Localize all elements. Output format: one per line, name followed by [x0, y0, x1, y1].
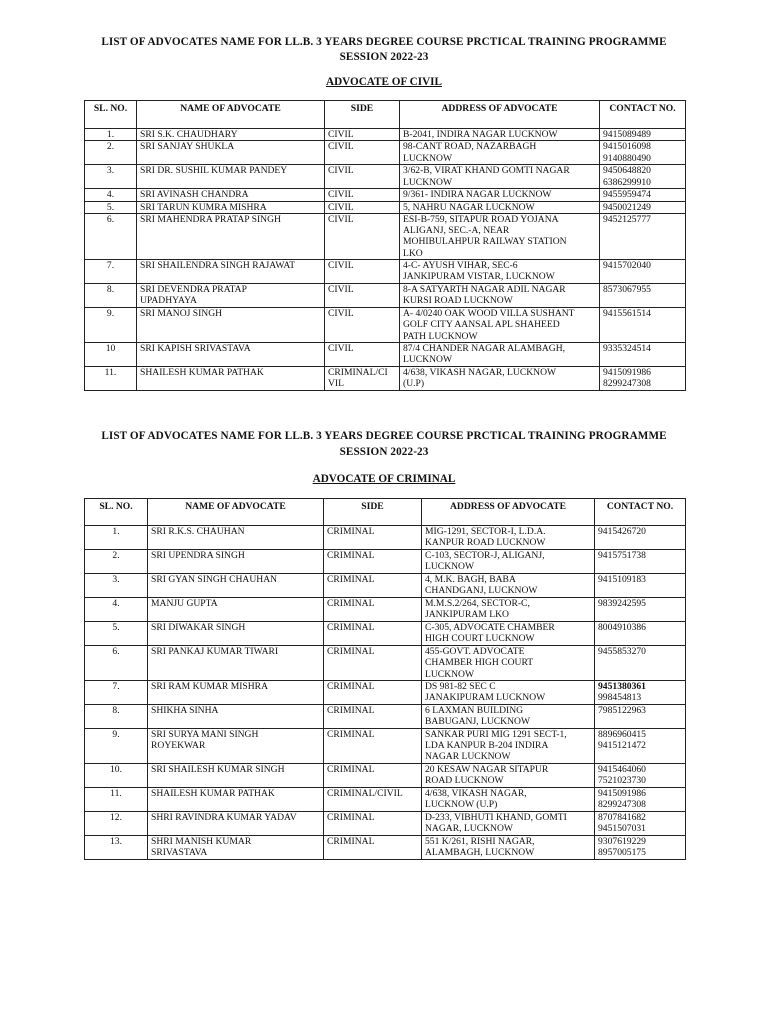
cell-sl-no: 9. [85, 308, 137, 343]
cell-advocate-name: SRI UPENDRA SINGH [148, 550, 324, 574]
cell-advocate-name: SHAILESH KUMAR PATHAK [137, 367, 325, 391]
section2-title: LIST OF ADVOCATES NAME FOR LL.B. 3 YEARS DEGREE COURSE PRCTICAL TRAINING PROGRAMME [101, 430, 667, 442]
cell-advocate-name: SRI S.K. CHAUDHARY [137, 129, 325, 141]
cell-advocate-name: SRI KAPISH SRIVASTAVA [137, 343, 325, 367]
table-row [85, 129, 686, 141]
cell-address: 87/4 CHANDER NAGAR ALAMBAGH, LUCKNOW [400, 343, 600, 367]
cell-sl-no: 8. [85, 704, 148, 728]
table-row [85, 704, 686, 728]
cell-address: C-103, SECTOR-J, ALIGANJ, LUCKNOW [422, 550, 595, 574]
cell-address: DS 981-82 SEC C JANAKIPURAM LUCKNOW [422, 680, 595, 704]
cell-advocate-name: SRI RAM KUMAR MISHRA [148, 680, 324, 704]
cell-sl-no: 3. [85, 165, 137, 189]
table-row [85, 367, 686, 391]
table-row [85, 201, 686, 213]
cell-address: A- 4/0240 OAK WOOD VILLA SUSHANT GOLF CITY AANSAL APL SHAHEED PATH LUCKNOW [400, 308, 600, 343]
table-row [85, 574, 686, 598]
cell-sl-no: 1. [85, 526, 148, 550]
cell-contact: 9335324514 [600, 343, 686, 367]
cell-contact: 9455853270 [595, 646, 686, 681]
cell-sl-no: 3. [85, 574, 148, 598]
cell-side: CIVIL [325, 201, 400, 213]
cell-address: 9/361- INDIRA NAGAR LUCKNOW [400, 189, 600, 201]
cell-address: 5, NAHRU NAGAR LUCKNOW [400, 201, 600, 213]
cell-advocate-name: SHRI MANISH KUMAR SRIVASTAVA [148, 835, 324, 859]
cell-side: CRIMINAL [324, 550, 422, 574]
header-address: ADDRESS OF ADVOCATE [422, 499, 595, 526]
cell-side: CRIMINAL [324, 704, 422, 728]
table-row [85, 835, 686, 859]
cell-address: 20 KESAW NAGAR SITAPUR ROAD LUCKNOW [422, 763, 595, 787]
cell-sl-no: 10 [85, 343, 137, 367]
section2-session: SESSION 2022-23 [339, 446, 429, 458]
header-name: NAME OF ADVOCATE [137, 101, 325, 129]
cell-side: CIVIL [325, 141, 400, 165]
cell-contact: 8573067955 [600, 284, 686, 308]
criminal-advocates-table [84, 498, 686, 860]
cell-advocate-name: SRI GYAN SINGH CHAUHAN [148, 574, 324, 598]
cell-address: SANKAR PURI MIG 1291 SECT-1, LDA KANPUR B-204 INDIRA NAGAR LUCKNOW [422, 728, 595, 763]
cell-side: CRIMINAL [324, 763, 422, 787]
cell-contact: 9415751738 [595, 550, 686, 574]
cell-advocate-name: SRI SHAILESH KUMAR SINGH [148, 763, 324, 787]
cell-advocate-name: SRI MANOJ SINGH [137, 308, 325, 343]
cell-sl-no: 13. [85, 835, 148, 859]
cell-contact: 9415091986 8299247308 [600, 367, 686, 391]
cell-sl-no: 5. [85, 622, 148, 646]
cell-side: CIVIL [325, 165, 400, 189]
section2-subtitle: ADVOCATE OF CRIMINAL [312, 473, 456, 485]
cell-address: D-233, VIBHUTI KHAND, GOMTI NAGAR, LUCKNOW [422, 811, 595, 835]
header-side: SIDE [325, 101, 400, 129]
cell-address: MIG-1291, SECTOR-I, L.D.A. KANPUR ROAD LUCKNOW [422, 526, 595, 550]
cell-address: 4/638, VIKASH NAGAR, LUCKNOW (U.P) [400, 367, 600, 391]
cell-sl-no: 10. [85, 763, 148, 787]
table-row [85, 189, 686, 201]
cell-contact: 9415702040 [600, 260, 686, 284]
table-row [85, 343, 686, 367]
table-row [85, 284, 686, 308]
cell-sl-no: 7. [85, 680, 148, 704]
cell-side: CRIMINAL [324, 598, 422, 622]
cell-contact: 9455959474 [600, 189, 686, 201]
cell-contact: 9450021249 [600, 201, 686, 213]
cell-side: CRIMINAL [324, 835, 422, 859]
cell-sl-no: 5. [85, 201, 137, 213]
cell-side: CRIMINAL [324, 622, 422, 646]
cell-contact: 8896960415 9415121472 [595, 728, 686, 763]
cell-advocate-name: SRI DIWAKAR SINGH [148, 622, 324, 646]
cell-sl-no: 2. [85, 550, 148, 574]
cell-sl-no: 6. [85, 646, 148, 681]
cell-contact: 9415426720 [595, 526, 686, 550]
table-row [85, 811, 686, 835]
section1-session: SESSION 2022-23 [339, 51, 429, 63]
cell-contact: 9415091986 8299247308 [595, 787, 686, 811]
cell-advocate-name: SRI SANJAY SHUKLA [137, 141, 325, 165]
section1-subtitle: ADVOCATE OF CIVIL [325, 76, 442, 88]
cell-contact: 8707841682 9451507031 [595, 811, 686, 835]
cell-contact: 9452125777 [600, 213, 686, 259]
cell-sl-no: 11. [85, 787, 148, 811]
cell-address: B-2041, INDIRA NAGAR LUCKNOW [400, 129, 600, 141]
cell-side: CIVIL [325, 213, 400, 259]
cell-side: CIVIL [325, 284, 400, 308]
civil-advocates-table [84, 100, 686, 391]
cell-advocate-name: SRI PANKAJ KUMAR TIWARI [148, 646, 324, 681]
cell-contact: 9415089489 [600, 129, 686, 141]
cell-address: 3/62-B, VIRAT KHAND GOMTI NAGAR LUCKNOW [400, 165, 600, 189]
cell-side: CRIMINAL/CIVIL [324, 787, 422, 811]
cell-side: CIVIL [325, 308, 400, 343]
cell-address: 4/638, VIKASH NAGAR, LUCKNOW (U.P) [422, 787, 595, 811]
table-row [85, 308, 686, 343]
header-sl-no: SL. NO. [85, 101, 137, 129]
header-contact: CONTACT NO. [600, 101, 686, 129]
cell-advocate-name: SHAILESH KUMAR PATHAK [148, 787, 324, 811]
cell-side: CRIMINAL [324, 646, 422, 681]
cell-advocate-name: SHRI RAVINDRA KUMAR YADAV [148, 811, 324, 835]
table-row [85, 598, 686, 622]
table-row [85, 787, 686, 811]
cell-contact: 9451380361 998454813 [595, 680, 686, 704]
cell-address: ESI-B-759, SITAPUR ROAD YOJANA ALIGANJ, SEC.-A, NEAR MOHIBULAHPUR RAILWAY STATION LKO [400, 213, 600, 259]
cell-address: 4, M.K. BAGH, BABA CHANDGANJ, LUCKNOW [422, 574, 595, 598]
cell-side: CIVIL [325, 189, 400, 201]
cell-contact: 7985122963 [595, 704, 686, 728]
cell-contact: 9839242595 [595, 598, 686, 622]
cell-side: CRIMINAL/CI VIL [325, 367, 400, 391]
table-row [85, 165, 686, 189]
cell-advocate-name: SRI SURYA MANI SINGH ROYEKWAR [148, 728, 324, 763]
header-contact: CONTACT NO. [595, 499, 686, 526]
cell-address: 6 LAXMAN BUILDING BABUGANJ, LUCKNOW [422, 704, 595, 728]
cell-address: C-305, ADVOCATE CHAMBER HIGH COURT LUCKNOW [422, 622, 595, 646]
cell-advocate-name: SRI AVINASH CHANDRA [137, 189, 325, 201]
cell-contact: 9450648820 6386299910 [600, 165, 686, 189]
cell-side: CRIMINAL [324, 680, 422, 704]
table-row [85, 550, 686, 574]
cell-sl-no: 6. [85, 213, 137, 259]
cell-advocate-name: SRI DEVENDRA PRATAP UPADHYAYA [137, 284, 325, 308]
cell-address: 455-GOVT. ADVOCATE CHAMBER HIGH COURT LUCKNOW [422, 646, 595, 681]
cell-side: CRIMINAL [324, 574, 422, 598]
cell-advocate-name: MANJU GUPTA [148, 598, 324, 622]
cell-side: CIVIL [325, 343, 400, 367]
cell-contact: 9415016098 9140880490 [600, 141, 686, 165]
cell-advocate-name: SRI DR. SUSHIL KUMAR PANDEY [137, 165, 325, 189]
cell-address: 4-C- AYUSH VIHAR, SEC-6 JANKIPURAM VISTAR, LUCKNOW [400, 260, 600, 284]
cell-address: M.M.S.2/264, SECTOR-C, JANKIPURAM LKO [422, 598, 595, 622]
table-row [85, 728, 686, 763]
cell-advocate-name: SRI R.K.S. CHAUHAN [148, 526, 324, 550]
header-side: SIDE [324, 499, 422, 526]
table-header-row [85, 499, 686, 526]
cell-address: 8-A SATYARTH NAGAR ADIL NAGAR KURSI ROAD LUCKNOW [400, 284, 600, 308]
cell-contact: 9415561514 [600, 308, 686, 343]
cell-sl-no: 4. [85, 189, 137, 201]
cell-sl-no: 9. [85, 728, 148, 763]
cell-side: CIVIL [325, 129, 400, 141]
table-row [85, 213, 686, 259]
table-row [85, 622, 686, 646]
table-row [85, 141, 686, 165]
header-sl-no: SL. NO. [85, 499, 148, 526]
cell-advocate-name: SHIKHA SINHA [148, 704, 324, 728]
cell-contact: 9415464060 7521023730 [595, 763, 686, 787]
cell-address: 551 K/261, RISHI NAGAR, ALAMBAGH, LUCKNOW [422, 835, 595, 859]
header-address: ADDRESS OF ADVOCATE [400, 101, 600, 129]
table-row [85, 646, 686, 681]
table-row [85, 680, 686, 704]
cell-advocate-name: SRI MAHENDRA PRATAP SINGH [137, 213, 325, 259]
cell-side: CRIMINAL [324, 526, 422, 550]
cell-sl-no: 11. [85, 367, 137, 391]
cell-sl-no: 1. [85, 129, 137, 141]
table-header-row [85, 101, 686, 129]
section1-title: LIST OF ADVOCATES NAME FOR LL.B. 3 YEARS DEGREE COURSE PRCTICAL TRAINING PROGRAMME [101, 36, 667, 48]
table-row [85, 260, 686, 284]
cell-side: CIVIL [325, 260, 400, 284]
cell-sl-no: 2. [85, 141, 137, 165]
cell-sl-no: 7. [85, 260, 137, 284]
cell-side: CRIMINAL [324, 728, 422, 763]
table-row [85, 526, 686, 550]
cell-sl-no: 8. [85, 284, 137, 308]
cell-contact: 9415109183 [595, 574, 686, 598]
cell-contact: 8004910386 [595, 622, 686, 646]
header-name: NAME OF ADVOCATE [148, 499, 324, 526]
cell-advocate-name: SRI SHAILENDRA SINGH RAJAWAT [137, 260, 325, 284]
cell-side: CRIMINAL [324, 811, 422, 835]
table-row [85, 763, 686, 787]
cell-advocate-name: SRI TARUN KUMRA MISHRA [137, 201, 325, 213]
cell-contact: 9307619229 8957005175 [595, 835, 686, 859]
cell-sl-no: 12. [85, 811, 148, 835]
cell-address: 98-CANT ROAD, NAZARBAGH LUCKNOW [400, 141, 600, 165]
cell-sl-no: 4. [85, 598, 148, 622]
